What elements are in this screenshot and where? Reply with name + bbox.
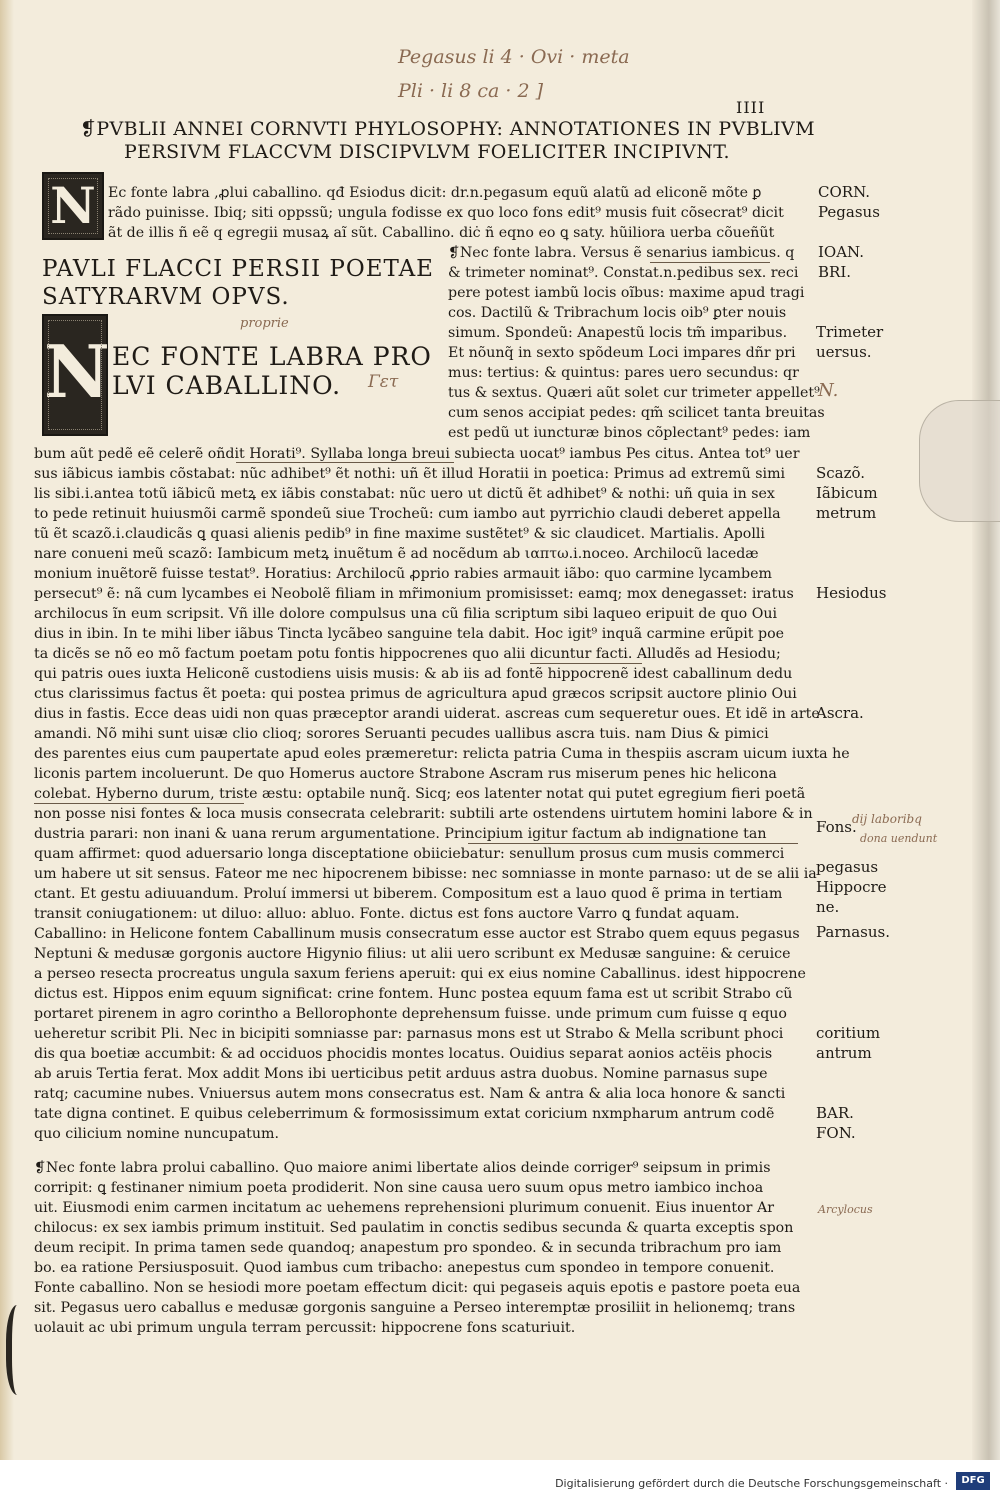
handwritten-note: N. [818,380,839,401]
margin-note: FON. [816,1124,856,1142]
text-line: ❡Nec fonte labra prolui caballino. Quo maiore animi libertate alios deinde corriger⁹ seipsum in primis [34,1160,771,1176]
text-line: transit coniugationem: ut diluo: alluo: abluo. Fonte. dictus est fons auctore Varro ꝗ fundat aquam. [34,906,740,922]
text-line: uit. Eiusmodi enim carmen incitatum ac uehemens reprehensioni plurimum conuenit. Eius inuentor Ar [34,1200,774,1216]
margin-note: IOAN. [818,243,864,261]
underline [236,462,454,463]
text-line: ❡Nec fonte labra. Versus ẽ senarius iambicus. q [448,245,795,261]
dfg-logo: DFG [956,1472,990,1490]
text-line: ueheretur scribit Pli. Nec in bicipiti somniasse par: parnasus mons est ut Strabo & Mella scribunt phoci [34,1026,784,1042]
text-line: cum senos accipiat pedes: qm̃ scilicet tanta breuitas [448,405,825,421]
text-line: Caballino: in Helicone fontem Caballinum musis consecratum esse auctor est Strabo quem equus pegasus [34,926,800,942]
poem-line: EC FONTE LABRA PRO [112,342,432,371]
text-line: rãdo puinisse. Ibiq; siti oppssũ; ungula fodisse ex quo loco fons edit⁹ musis fuit cõsecrat⁹ dicit [108,205,784,221]
margin-note: pegasus [816,858,879,876]
text-line: ab aruis Tertia ferat. Mox addit Mons ibi uerticibus petit arduus astra duobus. Nomine parnasus supe [34,1066,768,1082]
text-line: ctus clarissimus factus ẽt poeta: qui postea primus de agricultura apud græcos scripsit auctore plinio Oui [34,686,797,702]
text-line: portaret pirenem in agro corintho a Bellorophonte deprehensum fuisse. unde primum cum fuisse q equo [34,1006,787,1022]
margin-note: Hesiodus [816,584,887,602]
text-line: non posse nisi fontes & loca musis consecrata celebrarit: subtili arte ostendens uirtutem homini labore & in [34,806,813,822]
text-line: quo cilicium nomine nuncupatum. [34,1126,279,1142]
text-line: uolauit ac ubi primum ungula terram percussit: hippocrene fons scaturiuit. [34,1320,576,1336]
page-edge [972,0,1000,1460]
text-line: cos. Dactilũ & Tribrachum locis oib⁹ ꝑter nouis [448,305,787,321]
text-line: a perseo resecta procreatus ungula saxum feriens aperuit: qui ex eius nomine Caballinus. idest hippocrene [34,966,806,982]
text-line: amandi. Nõ mihi sunt uisæ clio clioq; sorores Seruanti pecudes uallibus ascra tuis. nam Dius & pimici [34,726,769,742]
margin-note: ne. [816,898,840,916]
text-line: simum. Spondeũ: Anapestũ locis tm̃ imparibus. [448,325,788,341]
margin-note: Scazõ. [816,464,866,482]
underline [468,843,798,844]
text-line: dius in fastis. Ecce deas uidi non quas præceptor arandi uiderat. ascreas cum sequeretur oues. Et idẽ in arte [34,706,820,722]
text-line: ãt de illis ñ eẽ q egregii musaꝝ aĩ sũt. Caballino. diċ ñ eqno eo ꝗ saty. hũiliora uerba cõueñũt [108,225,775,241]
underline [34,803,244,804]
text-line: qui patris oues iuxta Heliconẽ custodiens uisis musis: & ab iis ad fontẽ hippocrenẽ idest caballinum dedu [34,666,793,682]
title-line: ❡PVBLII ANNEI CORNVTI PHYLOSOPHY: ANNOTATIONES IN PVBLIVM [80,118,816,140]
poem-line: LVI CABALLINO. [112,371,342,400]
handwritten-note: proprie [240,316,289,331]
margin-note: Ascra. [816,704,864,722]
margin-note: Fons. [816,818,857,836]
margin-note: uersus. [816,343,872,361]
handwritten-note: dij laboribq [852,812,922,826]
text-line: Neptuni & medusæ gorgonis auctore Higynio filius: ut alii uero scribunt ex Medusæ sanguine: & ceruice [34,946,791,962]
handwritten-note: Pegasus li 4 · Ovi · meta [398,46,630,68]
text-line: liconis partem incoluerunt. De quo Homerus auctore Strabone Ascram rus miserum penes hic helicona [34,766,777,782]
text-line: archilocus ĩn eum scripsit. Vñ ille dolore compulsus una cũ filia scriptum sibi laqueo eripuit de quo Oui [34,606,778,622]
ink-bracket [6,1305,34,1395]
handwritten-note: Pli · li 8 ca · 2 ] [398,80,544,102]
text-line: to pede retinuit huiusmõi carmẽ spondeũ siue Trocheũ: cum iambo aut pyrrichio claudi deberet appella [34,506,781,522]
decorated-initial [42,314,108,436]
text-line: sus iãbicus iambis cõstabat: nũc adhibet⁹ ẽt nothi: uñ ẽt illud Horatii in poetica: Primus ad extremũ simi [34,466,786,482]
title-line: PERSIVM FLACCVM DISCIPVLVM FOELICITER INCIPIVNT. [124,141,731,163]
initial-ornament [48,178,98,234]
margin-note: BAR. [816,1104,854,1122]
initial-ornament [48,320,102,430]
text-line: corripit: ꝗ festinaner nimium poeta prodiderit. Non sine causa uero suum opus metro iambico inchoa [34,1180,764,1196]
text-line: Ec fonte labra ,ꝓlui caballino. qđ Esiodus dicit: dr.n.pegasum equũ alatũ ad eliconẽ mõte ꝑ [108,185,762,201]
margin-note: Pegasus [818,203,880,221]
text-line: colebat. Hyberno durum, triste æstu: optabile nunq̃. Sicq; eos latenter notat qui putet egregium fieri poetã [34,786,806,802]
text-line: dictus est. Hippos enim equum significat: crine fontem. Hunc postea equum fama est ut scribit Strabo cũ [34,986,793,1002]
text-line: ctant. Et gestu adiuuandum. Proluí immersi ut biberem. Compositum est a lauo quod ẽ prima in tertiam [34,886,783,902]
margin-note: antrum [816,1044,872,1062]
underline [650,262,770,263]
margin-note: metrum [816,504,877,522]
text-line: tus & sextus. Quæri aũt solet cur trimeter appellet⁹ [448,385,820,401]
text-line: bum aũt pedẽ eẽ celerẽ oñdit Horati⁹. Syllaba longa breui subiecta uocat⁹ iambus Pes citus. Antea tot⁹ uer [34,446,800,462]
margin-note: coritium [816,1024,881,1042]
text-line: mus: tertius: & quintus: pares uero secundus: qr [448,365,799,381]
text-line: um habere ut sit sensus. Fateor me nec hipocrenem bibisse: nec somniasse in monte parnaso: ut de se alii ia [34,866,817,882]
text-line: persecut⁹ ẽ: nã cum lycambes ei Neobolẽ filiam in mr̃imonium promisisset: eamq; mox denegasset: iratus [34,586,794,602]
text-line: dius in ibin. In te mihi liber iãbus Tincta lycãbeo sanguine tela dabit. Hoc igit⁹ inquã carmine erũpit poe [34,626,785,642]
text-line: ratq; cacumine nubes. Vniuersus autem mons consecratus est. Nam & antra & alia loca honore & sancti [34,1086,786,1102]
page-tab [919,400,1000,522]
initial-letter: N [44,329,110,414]
text-line: sit. Pegasus uero caballus e medusæ gorgonis sanguine a Perseo interemptæ prosiliit in helionemq; trans [34,1300,796,1316]
text-line: monium inuẽtorẽ fuisse testat⁹. Horatius: Archilocũ ꝓprio rabies armauit iãbo: quo carmine lycambem [34,566,772,582]
text-line: des parentes eius cum paupertate apud eoles præmeretur: relicta patria Cuma in thespiis ascram uicum iuxta he [34,746,850,762]
text-line: chilocus: ex sex iambis primum instituit. Sed paulatim in conctis sedibus secunda & quarta exceptis spon [34,1220,794,1236]
text-line: dis qua boetiæ accumbit: & ad occiduos phocidis montes locatus. Ouidius separat aonios actëis phocis [34,1046,773,1062]
margin-note: Trimeter [816,323,884,341]
text-line: tũ ẽt scazõ.i.claudicãs ꝗ quasi alienis pedib⁹ in fine maxime sustẽtet⁹ & sic claudicet. Martialis. Apolli [34,526,765,542]
text-line: ta dicẽs se nõ eo mõ factum poetam potu fontis hippocrenes quo alii dicuntur facti. Alludẽs ad Hesiodu; [34,646,781,662]
margin-note: Iãbicum [816,484,878,502]
text-line: deum recipit. In prima tamen sede quandoq; anapestum pro spondeo. & in secunda tribrachum pro iam [34,1240,782,1256]
text-line: quam affirmet: quod aduersario longa disceptatione obiiciebatur: senullum prosus cum musis commerci [34,846,785,862]
text-line: Et nõunq̃ in sexto spõdeum Loci impares dñr pri [448,345,796,361]
margin-note: CORN. [818,183,871,201]
margin-note: BRI. [818,263,852,281]
footer-credit: Digitalisierung gefördert durch die Deutsche Forschungsgemeinschaft · [555,1477,948,1490]
underline [530,663,642,664]
text-line: Fonte caballino. Non se hesiodi more poetam effectum dicit: qui pegaseis aquis epotis e pastore poeta eua [34,1280,801,1296]
handwritten-note: dona uendunt [860,832,938,845]
poem-title: SATYRARVM OPVS. [42,284,290,310]
margin-note: Parnasus. [816,923,890,941]
text-line: tate digna continet. E quibus celeberrimum & formosissimum extat coricium nxmpharum antrum codẽ [34,1106,775,1122]
handwritten-note: Γετ [368,372,399,392]
folio-number: IIII [736,98,766,117]
handwritten-note: Arcylocus [818,1203,873,1216]
text-line: est pedũ ut iuncturæ binos cõplectant⁹ pedes: iam [448,425,811,441]
text-line: nare conueni meũ scazõ: Iambicum metꝝ inuẽtum ẽ ad nocẽdum ab ιαπτω.i.noceo. Archilocũ lacedæ [34,546,759,562]
poem-title: PAVLI FLACCI PERSII POETAE [42,256,434,282]
text-line: pere potest iambũ locis oĩbus: maxime apud tragi [448,285,805,301]
decorated-initial [42,172,104,240]
text-line: lis sibi.i.antea totũ iãbicũ metꝝ ex iãbis constabat: nũc uero ut dictũ ẽt adhibet⁹ & nothi: uñ quia in sex [34,486,775,502]
text-line: & trimeter nominat⁹. Constat.n.pedibus sex. reci [448,265,799,281]
text-line: dustria parari: non inani & uana rerum argumentatione. Principium igitur factum ab indignatione tan [34,826,767,842]
margin-note: Hippocre [816,878,887,896]
text-line: bo. ea ratione Persiusposuit. Quod iambus cum tribacho: anepestus cum spondeo in tempore conuenit. [34,1260,775,1276]
initial-letter: N [50,176,96,235]
